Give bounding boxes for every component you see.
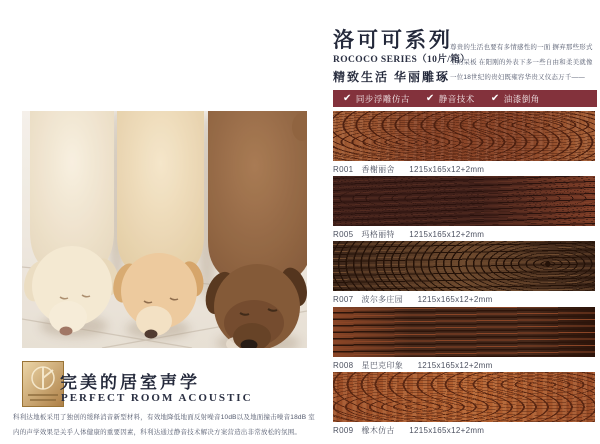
product-size: 1215x165x12+2mm bbox=[409, 425, 485, 435]
product-name: 橡木仿古 bbox=[361, 425, 395, 435]
wood-swatch bbox=[333, 307, 595, 357]
product-row bbox=[333, 111, 595, 174]
product-label bbox=[333, 164, 595, 174]
product-code: R001 bbox=[333, 165, 354, 174]
product-row bbox=[333, 372, 595, 435]
product-code: R009 bbox=[333, 425, 354, 435]
puppies-photo-art bbox=[22, 111, 307, 348]
wood-swatch bbox=[333, 176, 595, 226]
series-title-en: ROCOCO SERIES（10片/箱） bbox=[333, 55, 471, 65]
product-label bbox=[333, 294, 595, 304]
series-intro-line: 上的呆板 在阳刚的外表下多一些自由和柔美就像 bbox=[450, 59, 593, 66]
product-code: R007 bbox=[333, 295, 354, 305]
product-name: 星巴克印象 bbox=[361, 360, 404, 370]
product-list bbox=[333, 111, 595, 437]
feature-bar bbox=[333, 90, 597, 107]
acoustic-body-line: 科利达地板采用了独创的缓释消音新型材料，有效地降低地面反射噪音10dB以及地面撞击噪音18dB 室 bbox=[13, 414, 315, 421]
acoustic-title-en: PERFECT ROOM ACOUSTIC bbox=[61, 392, 253, 404]
brand-logo bbox=[22, 361, 64, 407]
series-intro-line: 一位18世纪的贵妇既雍容华贵又仪态万千—— bbox=[450, 74, 585, 81]
product-name: 波尔多庄园 bbox=[361, 295, 404, 305]
product-name: 玛格丽特 bbox=[361, 230, 395, 240]
series-intro bbox=[450, 40, 600, 85]
product-size: 1215x165x12+2mm bbox=[417, 295, 493, 305]
feature-item-silent bbox=[426, 93, 475, 105]
product-name: 香榭丽舍 bbox=[361, 165, 395, 174]
check-icon: ✔ bbox=[490, 93, 500, 104]
product-size: 1215x165x12+2mm bbox=[417, 360, 493, 370]
product-label bbox=[333, 425, 595, 435]
feature-item-bevel bbox=[491, 93, 540, 105]
feature-item-emboss bbox=[343, 93, 410, 105]
acoustic-body-line: 内的声学效果是关乎人体健康的重要因素，科利达通过静音技术解决方案营造出非常放松的氛围。 bbox=[13, 428, 302, 436]
acoustic-title-cn: 完美的居室声学 bbox=[60, 373, 200, 392]
product-code: R005 bbox=[333, 230, 354, 240]
series-title-cn: 洛可可系列 bbox=[333, 28, 453, 52]
product-size: 1215x165x12+2mm bbox=[409, 230, 485, 240]
wood-swatch bbox=[333, 372, 595, 422]
product-row bbox=[333, 307, 595, 370]
product-label bbox=[333, 360, 595, 370]
product-row bbox=[333, 241, 595, 304]
feature-label: 同步浮雕仿古 bbox=[355, 93, 410, 104]
series-tagline: 精致生活 华丽雕琢 bbox=[333, 70, 451, 84]
acoustic-body bbox=[13, 411, 315, 440]
brand-logo-art bbox=[22, 361, 64, 407]
puppies-photo bbox=[22, 111, 307, 348]
warm-cast-overlay bbox=[22, 111, 307, 348]
series-intro-line: 尊贵的生活也要有多情感性的一面 摒弃那些形式 bbox=[450, 44, 593, 51]
product-code: R008 bbox=[333, 360, 354, 370]
product-row bbox=[333, 176, 595, 239]
feature-label: 油漆倒角 bbox=[503, 93, 540, 104]
product-size: 1215x165x12+2mm bbox=[409, 165, 485, 174]
wood-swatch bbox=[333, 111, 595, 161]
wood-swatch bbox=[333, 241, 595, 291]
check-icon: ✔ bbox=[343, 93, 352, 104]
feature-label: 静音技术 bbox=[438, 93, 475, 104]
product-label bbox=[333, 229, 595, 239]
check-icon: ✔ bbox=[425, 93, 435, 104]
